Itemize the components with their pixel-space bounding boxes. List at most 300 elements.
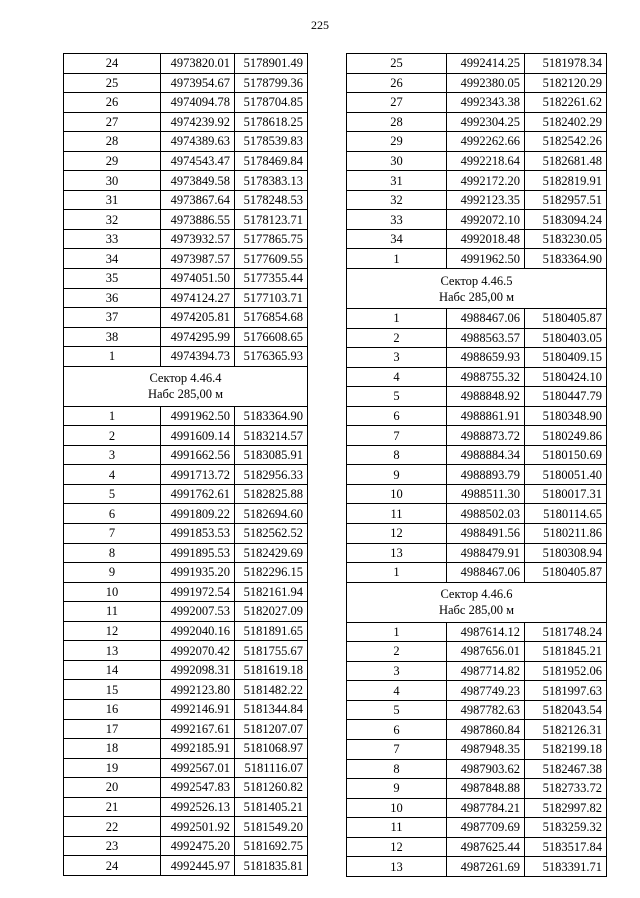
point-number-cell: 6 xyxy=(347,406,447,426)
table-row xyxy=(64,308,308,328)
x-coordinate-cell: 4991713.72 xyxy=(161,465,235,485)
sector-header xyxy=(64,366,308,406)
x-coordinate-cell: 4988848.92 xyxy=(447,387,525,407)
point-number-cell: 1 xyxy=(347,309,447,329)
x-coordinate-cell: 4992304.25 xyxy=(447,112,525,132)
y-coordinate-cell: 5181068.97 xyxy=(235,739,308,759)
x-coordinate-cell: 4988479.91 xyxy=(447,543,525,563)
point-number-cell: 10 xyxy=(64,582,161,602)
x-coordinate-cell: 4974239.92 xyxy=(161,112,235,132)
table-row xyxy=(347,837,607,857)
y-coordinate-cell: 5183214.57 xyxy=(235,426,308,446)
table-row xyxy=(64,778,308,798)
y-coordinate-cell: 5183364.90 xyxy=(525,249,607,269)
x-coordinate-cell: 4991962.50 xyxy=(447,249,525,269)
y-coordinate-cell: 5177355.44 xyxy=(235,269,308,289)
y-coordinate-cell: 5181549.20 xyxy=(235,817,308,837)
x-coordinate-cell: 4974094.78 xyxy=(161,93,235,113)
y-coordinate-cell: 5181755.67 xyxy=(235,641,308,661)
table-row xyxy=(347,54,607,74)
y-coordinate-cell: 5181405.21 xyxy=(235,797,308,817)
table-row xyxy=(347,229,607,249)
y-coordinate-cell: 5177609.55 xyxy=(235,249,308,269)
coordinates-table-left xyxy=(63,53,308,876)
table-row xyxy=(347,484,607,504)
table-row xyxy=(347,73,607,93)
x-coordinate-cell: 4974543.47 xyxy=(161,151,235,171)
y-coordinate-cell: 5178469.84 xyxy=(235,151,308,171)
point-number-cell: 8 xyxy=(347,445,447,465)
table-row xyxy=(347,779,607,799)
point-number-cell: 1 xyxy=(64,406,161,426)
point-number-cell: 10 xyxy=(347,798,447,818)
y-coordinate-cell: 5180447.79 xyxy=(525,387,607,407)
table-row xyxy=(347,681,607,701)
table-row xyxy=(347,309,607,329)
point-number-cell: 31 xyxy=(347,171,447,191)
sector-header-row xyxy=(64,366,308,406)
point-number-cell: 29 xyxy=(64,151,161,171)
table-row xyxy=(347,857,607,877)
y-coordinate-cell: 5176608.65 xyxy=(235,327,308,347)
table-row xyxy=(347,387,607,407)
x-coordinate-cell: 4974124.27 xyxy=(161,288,235,308)
y-coordinate-cell: 5178123.71 xyxy=(235,210,308,230)
y-coordinate-cell: 5182043.54 xyxy=(525,700,607,720)
x-coordinate-cell: 4988861.91 xyxy=(447,406,525,426)
point-number-cell: 11 xyxy=(64,602,161,622)
point-number-cell: 4 xyxy=(64,465,161,485)
table-row xyxy=(347,759,607,779)
y-coordinate-cell: 5178383.13 xyxy=(235,171,308,191)
table-row xyxy=(347,367,607,387)
y-coordinate-cell: 5183391.71 xyxy=(525,857,607,877)
point-number-cell: 26 xyxy=(64,93,161,113)
table-row xyxy=(64,719,308,739)
point-number-cell: 38 xyxy=(64,327,161,347)
x-coordinate-cell: 4991962.50 xyxy=(161,406,235,426)
table-row xyxy=(347,328,607,348)
y-coordinate-cell: 5180424.10 xyxy=(525,367,607,387)
x-coordinate-cell: 4992547.83 xyxy=(161,778,235,798)
x-coordinate-cell: 4987749.23 xyxy=(447,681,525,701)
table-row xyxy=(64,229,308,249)
y-coordinate-cell: 5178618.25 xyxy=(235,112,308,132)
y-coordinate-cell: 5182161.94 xyxy=(235,582,308,602)
table-row xyxy=(64,73,308,93)
y-coordinate-cell: 5180348.90 xyxy=(525,406,607,426)
x-coordinate-cell: 4987261.69 xyxy=(447,857,525,877)
y-coordinate-cell: 5178539.83 xyxy=(235,132,308,152)
x-coordinate-cell: 4991972.54 xyxy=(161,582,235,602)
y-coordinate-cell: 5181997.63 xyxy=(525,681,607,701)
table-row xyxy=(64,680,308,700)
y-coordinate-cell: 5182429.69 xyxy=(235,543,308,563)
table-row xyxy=(347,249,607,269)
point-number-cell: 9 xyxy=(347,465,447,485)
table-row xyxy=(64,54,308,74)
x-coordinate-cell: 4991935.20 xyxy=(161,563,235,583)
x-coordinate-cell: 4992475.20 xyxy=(161,836,235,856)
x-coordinate-cell: 4991895.53 xyxy=(161,543,235,563)
point-number-cell: 13 xyxy=(347,543,447,563)
point-number-cell: 11 xyxy=(347,504,447,524)
table-row xyxy=(347,465,607,485)
y-coordinate-cell: 5181748.24 xyxy=(525,622,607,642)
table-row xyxy=(64,269,308,289)
x-coordinate-cell: 4987625.44 xyxy=(447,837,525,857)
point-number-cell: 33 xyxy=(347,210,447,230)
point-number-cell: 3 xyxy=(347,661,447,681)
table-row xyxy=(64,504,308,524)
x-coordinate-cell: 4988659.93 xyxy=(447,348,525,368)
y-coordinate-cell: 5180308.94 xyxy=(525,543,607,563)
table-row xyxy=(347,445,607,465)
y-coordinate-cell: 5178248.53 xyxy=(235,190,308,210)
point-number-cell: 6 xyxy=(347,720,447,740)
table-row xyxy=(347,406,607,426)
table-row xyxy=(347,348,607,368)
point-number-cell: 22 xyxy=(64,817,161,837)
sector-header xyxy=(347,269,607,309)
point-number-cell: 10 xyxy=(347,484,447,504)
table-row xyxy=(64,445,308,465)
point-number-cell: 17 xyxy=(64,719,161,739)
table-row xyxy=(64,582,308,602)
y-coordinate-cell: 5182120.29 xyxy=(525,73,607,93)
y-coordinate-cell: 5182467.38 xyxy=(525,759,607,779)
table-row xyxy=(347,504,607,524)
x-coordinate-cell: 4974389.63 xyxy=(161,132,235,152)
sector-height: Набс 285,00 м xyxy=(438,603,515,618)
table-row xyxy=(64,543,308,563)
y-coordinate-cell: 5182694.60 xyxy=(235,504,308,524)
y-coordinate-cell: 5180249.86 xyxy=(525,426,607,446)
table-row xyxy=(64,465,308,485)
x-coordinate-cell: 4988873.72 xyxy=(447,426,525,446)
x-coordinate-cell: 4973849.58 xyxy=(161,171,235,191)
table-row xyxy=(64,171,308,191)
table-row xyxy=(64,190,308,210)
x-coordinate-cell: 4992526.13 xyxy=(161,797,235,817)
point-number-cell: 4 xyxy=(347,367,447,387)
x-coordinate-cell: 4973932.57 xyxy=(161,229,235,249)
point-number-cell: 30 xyxy=(64,171,161,191)
x-coordinate-cell: 4987784.21 xyxy=(447,798,525,818)
x-coordinate-cell: 4992567.01 xyxy=(161,758,235,778)
table-row xyxy=(64,426,308,446)
point-number-cell: 34 xyxy=(64,249,161,269)
table-row xyxy=(347,739,607,759)
point-number-cell: 1 xyxy=(347,249,447,269)
table-row xyxy=(64,856,308,876)
x-coordinate-cell: 4991809.22 xyxy=(161,504,235,524)
table-row xyxy=(64,797,308,817)
y-coordinate-cell: 5181692.75 xyxy=(235,836,308,856)
point-number-cell: 3 xyxy=(64,445,161,465)
y-coordinate-cell: 5182562.52 xyxy=(235,524,308,544)
table-row xyxy=(347,642,607,662)
y-coordinate-cell: 5180051.40 xyxy=(525,465,607,485)
point-number-cell: 6 xyxy=(64,504,161,524)
point-number-cell: 24 xyxy=(64,54,161,74)
y-coordinate-cell: 5182402.29 xyxy=(525,112,607,132)
y-coordinate-cell: 5182733.72 xyxy=(525,779,607,799)
x-coordinate-cell: 4992414.25 xyxy=(447,54,525,74)
table-row xyxy=(347,818,607,838)
x-coordinate-cell: 4987948.35 xyxy=(447,739,525,759)
y-coordinate-cell: 5178799.36 xyxy=(235,73,308,93)
y-coordinate-cell: 5181835.81 xyxy=(235,856,308,876)
x-coordinate-cell: 4973867.64 xyxy=(161,190,235,210)
y-coordinate-cell: 5182199.18 xyxy=(525,739,607,759)
y-coordinate-cell: 5182542.26 xyxy=(525,132,607,152)
x-coordinate-cell: 4987860.84 xyxy=(447,720,525,740)
point-number-cell: 3 xyxy=(347,348,447,368)
table-row xyxy=(347,661,607,681)
table-row xyxy=(347,93,607,113)
x-coordinate-cell: 4987656.01 xyxy=(447,642,525,662)
y-coordinate-cell: 5181482.22 xyxy=(235,680,308,700)
sector-header-row xyxy=(347,269,607,309)
x-coordinate-cell: 4974394.73 xyxy=(161,347,235,367)
sector-height: Набс 285,00 м xyxy=(438,289,515,304)
x-coordinate-cell: 4992146.91 xyxy=(161,699,235,719)
point-number-cell: 2 xyxy=(347,642,447,662)
x-coordinate-cell: 4987709.69 xyxy=(447,818,525,838)
y-coordinate-cell: 5180114.65 xyxy=(525,504,607,524)
x-coordinate-cell: 4992007.53 xyxy=(161,602,235,622)
table-row xyxy=(347,524,607,544)
x-coordinate-cell: 4992070.42 xyxy=(161,641,235,661)
point-number-cell: 5 xyxy=(347,700,447,720)
x-coordinate-cell: 4987614.12 xyxy=(447,622,525,642)
point-number-cell: 29 xyxy=(347,132,447,152)
y-coordinate-cell: 5182957.51 xyxy=(525,190,607,210)
point-number-cell: 28 xyxy=(64,132,161,152)
x-coordinate-cell: 4992123.80 xyxy=(161,680,235,700)
point-number-cell: 24 xyxy=(64,856,161,876)
x-coordinate-cell: 4973820.01 xyxy=(161,54,235,74)
x-coordinate-cell: 4987903.62 xyxy=(447,759,525,779)
y-coordinate-cell: 5180403.05 xyxy=(525,328,607,348)
point-number-cell: 12 xyxy=(64,621,161,641)
x-coordinate-cell: 4988502.03 xyxy=(447,504,525,524)
point-number-cell: 32 xyxy=(347,190,447,210)
x-coordinate-cell: 4988511.30 xyxy=(447,484,525,504)
table-row xyxy=(347,210,607,230)
point-number-cell: 7 xyxy=(64,524,161,544)
y-coordinate-cell: 5181207.07 xyxy=(235,719,308,739)
y-coordinate-cell: 5182956.33 xyxy=(235,465,308,485)
table-row xyxy=(64,210,308,230)
x-coordinate-cell: 4988467.06 xyxy=(447,309,525,329)
table-row xyxy=(347,798,607,818)
point-number-cell: 25 xyxy=(347,54,447,74)
table-row xyxy=(64,621,308,641)
point-number-cell: 28 xyxy=(347,112,447,132)
y-coordinate-cell: 5177865.75 xyxy=(235,229,308,249)
point-number-cell: 13 xyxy=(64,641,161,661)
sector-height: Набс 285,00 м xyxy=(147,387,224,402)
y-coordinate-cell: 5181845.21 xyxy=(525,642,607,662)
point-number-cell: 12 xyxy=(347,524,447,544)
table-row xyxy=(347,171,607,191)
x-coordinate-cell: 4988755.32 xyxy=(447,367,525,387)
table-row xyxy=(64,484,308,504)
table-row xyxy=(347,426,607,446)
y-coordinate-cell: 5181116.07 xyxy=(235,758,308,778)
y-coordinate-cell: 5177103.71 xyxy=(235,288,308,308)
x-coordinate-cell: 4992123.35 xyxy=(447,190,525,210)
table-row xyxy=(347,190,607,210)
point-number-cell: 7 xyxy=(347,426,447,446)
sector-title: Сектор 4.46.6 xyxy=(440,587,513,602)
x-coordinate-cell: 4991662.56 xyxy=(161,445,235,465)
x-coordinate-cell: 4988893.79 xyxy=(447,465,525,485)
point-number-cell: 32 xyxy=(64,210,161,230)
y-coordinate-cell: 5183230.05 xyxy=(525,229,607,249)
point-number-cell: 27 xyxy=(347,93,447,113)
x-coordinate-cell: 4974051.50 xyxy=(161,269,235,289)
x-coordinate-cell: 4987714.82 xyxy=(447,661,525,681)
y-coordinate-cell: 5182261.62 xyxy=(525,93,607,113)
point-number-cell: 15 xyxy=(64,680,161,700)
point-number-cell: 5 xyxy=(347,387,447,407)
point-number-cell: 33 xyxy=(64,229,161,249)
y-coordinate-cell: 5181978.34 xyxy=(525,54,607,74)
y-coordinate-cell: 5183094.24 xyxy=(525,210,607,230)
point-number-cell: 34 xyxy=(347,229,447,249)
x-coordinate-cell: 4988491.56 xyxy=(447,524,525,544)
y-coordinate-cell: 5183259.32 xyxy=(525,818,607,838)
x-coordinate-cell: 4992072.10 xyxy=(447,210,525,230)
point-number-cell: 2 xyxy=(64,426,161,446)
point-number-cell: 5 xyxy=(64,484,161,504)
x-coordinate-cell: 4987782.63 xyxy=(447,700,525,720)
point-number-cell: 12 xyxy=(347,837,447,857)
table-row xyxy=(347,132,607,152)
point-number-cell: 13 xyxy=(347,857,447,877)
point-number-cell: 2 xyxy=(347,328,447,348)
table-row xyxy=(64,249,308,269)
point-number-cell: 9 xyxy=(347,779,447,799)
point-number-cell: 35 xyxy=(64,269,161,289)
table-row xyxy=(64,327,308,347)
point-number-cell: 21 xyxy=(64,797,161,817)
x-coordinate-cell: 4974295.99 xyxy=(161,327,235,347)
x-coordinate-cell: 4987848.88 xyxy=(447,779,525,799)
point-number-cell: 27 xyxy=(64,112,161,132)
y-coordinate-cell: 5183085.91 xyxy=(235,445,308,465)
x-coordinate-cell: 4992018.48 xyxy=(447,229,525,249)
y-coordinate-cell: 5180405.87 xyxy=(525,563,607,583)
x-coordinate-cell: 4992501.92 xyxy=(161,817,235,837)
y-coordinate-cell: 5182819.91 xyxy=(525,171,607,191)
coordinates-table-right xyxy=(346,53,607,877)
table-row xyxy=(347,563,607,583)
point-number-cell: 11 xyxy=(347,818,447,838)
point-number-cell: 4 xyxy=(347,681,447,701)
table-row xyxy=(347,622,607,642)
table-row xyxy=(64,406,308,426)
point-number-cell: 37 xyxy=(64,308,161,328)
point-number-cell: 16 xyxy=(64,699,161,719)
point-number-cell: 1 xyxy=(347,622,447,642)
point-number-cell: 23 xyxy=(64,836,161,856)
y-coordinate-cell: 5183517.84 xyxy=(525,837,607,857)
table-row xyxy=(64,563,308,583)
point-number-cell: 30 xyxy=(347,151,447,171)
y-coordinate-cell: 5178704.85 xyxy=(235,93,308,113)
table-row xyxy=(347,543,607,563)
table-row xyxy=(64,132,308,152)
x-coordinate-cell: 4992098.31 xyxy=(161,660,235,680)
point-number-cell: 7 xyxy=(347,739,447,759)
y-coordinate-cell: 5176854.68 xyxy=(235,308,308,328)
table-row xyxy=(64,93,308,113)
table-row xyxy=(64,151,308,171)
point-number-cell: 18 xyxy=(64,739,161,759)
page-number: 225 xyxy=(311,18,329,32)
x-coordinate-cell: 4973886.55 xyxy=(161,210,235,230)
point-number-cell: 19 xyxy=(64,758,161,778)
point-number-cell: 8 xyxy=(347,759,447,779)
x-coordinate-cell: 4988884.34 xyxy=(447,445,525,465)
y-coordinate-cell: 5182027.09 xyxy=(235,602,308,622)
table-row xyxy=(64,112,308,132)
table-row xyxy=(64,758,308,778)
sector-title: Сектор 4.46.5 xyxy=(440,273,513,288)
y-coordinate-cell: 5180409.15 xyxy=(525,348,607,368)
x-coordinate-cell: 4988563.57 xyxy=(447,328,525,348)
x-coordinate-cell: 4991762.61 xyxy=(161,484,235,504)
x-coordinate-cell: 4974205.81 xyxy=(161,308,235,328)
y-coordinate-cell: 5181344.84 xyxy=(235,699,308,719)
sector-header xyxy=(347,582,607,622)
y-coordinate-cell: 5182825.88 xyxy=(235,484,308,504)
y-coordinate-cell: 5182126.31 xyxy=(525,720,607,740)
y-coordinate-cell: 5180405.87 xyxy=(525,309,607,329)
point-number-cell: 26 xyxy=(347,73,447,93)
x-coordinate-cell: 4992445.97 xyxy=(161,856,235,876)
table-row xyxy=(64,288,308,308)
table-row xyxy=(64,524,308,544)
x-coordinate-cell: 4992167.61 xyxy=(161,719,235,739)
point-number-cell: 1 xyxy=(347,563,447,583)
point-number-cell: 20 xyxy=(64,778,161,798)
table-row xyxy=(347,700,607,720)
x-coordinate-cell: 4988467.06 xyxy=(447,563,525,583)
x-coordinate-cell: 4992380.05 xyxy=(447,73,525,93)
x-coordinate-cell: 4992172.20 xyxy=(447,171,525,191)
point-number-cell: 9 xyxy=(64,563,161,583)
table-row xyxy=(64,641,308,661)
table-row xyxy=(347,112,607,132)
x-coordinate-cell: 4992343.38 xyxy=(447,93,525,113)
sector-header-row xyxy=(347,582,607,622)
y-coordinate-cell: 5180017.31 xyxy=(525,484,607,504)
table-row xyxy=(64,699,308,719)
table-row xyxy=(64,836,308,856)
table-row xyxy=(64,817,308,837)
point-number-cell: 1 xyxy=(64,347,161,367)
sector-title: Сектор 4.46.4 xyxy=(149,371,222,386)
y-coordinate-cell: 5181891.65 xyxy=(235,621,308,641)
x-coordinate-cell: 4992040.16 xyxy=(161,621,235,641)
x-coordinate-cell: 4991609.14 xyxy=(161,426,235,446)
table-row xyxy=(64,660,308,680)
